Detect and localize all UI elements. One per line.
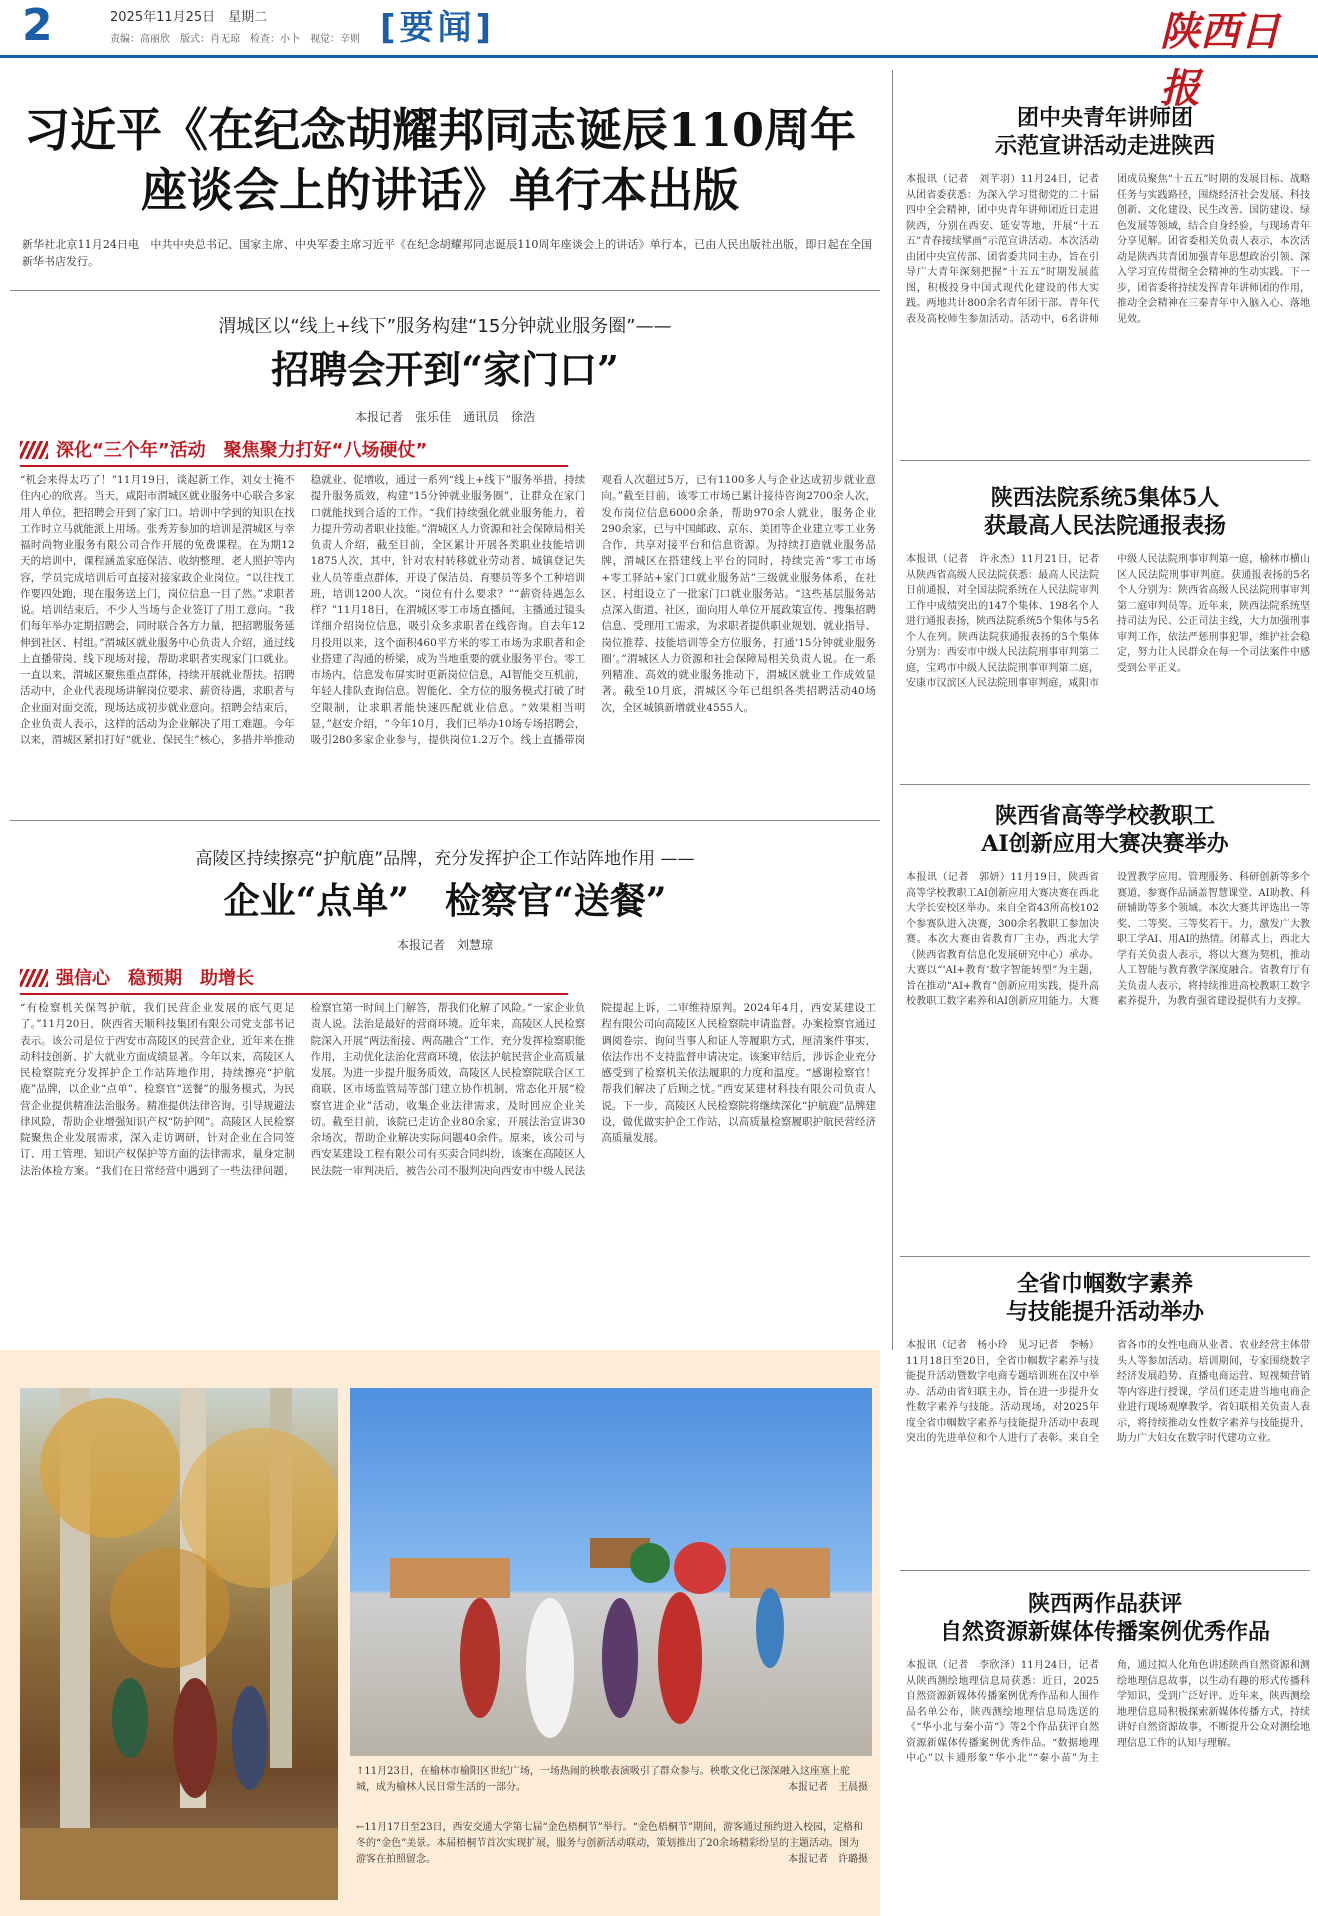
subhead-stripe-icon <box>20 441 48 459</box>
jobs-subhead-text: 深化“三个年”活动 聚焦聚力打好“八场硬仗” <box>56 440 428 461</box>
divider <box>900 1570 1310 1571</box>
divider <box>900 1256 1310 1257</box>
jobs-headline: 招聘会开到“家门口” <box>271 347 619 392</box>
jobs-byline: 本报记者 张乐佳 通讯员 徐浩 <box>354 410 535 424</box>
jobs-article-body: “机会来得太巧了！”11月19日，谈起新工作，刘女士掩不住内心的欣喜。当天，咸阳市渭城区就业服务中心联合多家用人单位，把招聘会开到了家门口。培训中学到的知识在找工作时立马就能派上用场。张秀芳参加的培训是渭城区与幸福时尚物业服务有限公司合作开展的免费课程。在为期12天的培训中，课程涵盖家庭保洁、收纳整理、老人照护等内容，学员完成培训后可直接对接家政企业岗位。“以往找工作要四处跑，现在服务送上门，岗位信息一目了然。”求职者说。培训结束后，不少人当场与企业签订了用工意向。“我们每年举办定期招聘会，同时联合各方力量，把招聘服务延伸到社区、村组。”渭城区就业服务中心负责人介绍，通过线上直播带岗、线下现场对接，帮助求职者实现家门口就业。一直以来，渭城区聚焦重点群体，持续开展就业帮扶。招聘活动中，企业代表现场讲解岗位要求、薪资待遇，求职者与企业面对面交流，现场达成初步就业意向。招聘会结束后，企业负责人表示，这样的活动为企业解决了用工难题。今年以来，渭城区紧扣打好“就业、保民生”核心，多措并举推动稳就业、促增收，通过一系列“线上+线下”服务举措，持续提升服务质效，构建“15分钟就业服务圈”，让群众在家门口就能找到合适的工作。“我们持续强化就业服务能力，着力提升劳动者职业技能。”渭城区人力资源和社会保障局相关负责人介绍，截至目前，全区累计开展各类职业技能培训1875人次，其中，针对农村转移就业劳动者、城镇登记失业人员等重点群体，开设了保洁员、育婴员等多个工种培训班，培训1200人次。“岗位有什么要求？”“薪资待遇怎么样？”11月18日，在渭城区零工市场直播间，主播通过镜头详细介绍岗位信息，吸引众多求职者在线咨询。自去年12月投用以来，这个面积460平方米的零工市场为求职者和企业搭建了沟通的桥梁，成为当地重要的就业服务平台。零工市场内，信息发布屏实时更新岗位信息，AI智能交互机前，年轻人排队查询信息。智能化、全方位的服务模式打破了时空限制，让求职者能快速匹配就业信息。“效果相当明显，”赵安介绍，“今年10月，我们已举办10场专场招聘会，吸引280多家企业参与，提供岗位1.2万个。线上直播带岗观看人次超过5万，已有1100多人与企业达成初步就业意向。”截至目前，该零工市场已累计接待咨询2700余人次，发布岗位信息6000余条，帮助970余人就业，服务企业290余家，已与中国邮政、京东、美团等企业建立零工业务合作，共享对接平台和信息资源。为持续打造就业服务品牌，渭城区在搭建线上平台的同时，持续完善“零工市场+零工驿站+家门口就业服务站”三级就业服务体系，在社区、村组设立了一批家门口就业服务站。“这些基层服务站点深入街道、社区，面向用人单位开展政策宣传、搜集招聘信息、受理用工需求，为求职者提供职业规划、就业指导、岗位推荐、技能培训等全方位服务，打通‘15分钟就业服务圈’。”渭城区人力资源和社会保障局相关负责人说。在一系列精准、高效的就业服务推动下，渭城区就业工作成效显著。截至10月底，渭城区今年已组织各类招聘活动40场次，全区城镇新增就业4555人。 <box>20 474 876 747</box>
ai-contest-article-body: 本报讯（记者 郭妍）11月19日，陕西省高等学校教职工AI创新应用大赛决赛在西北大学长安校区举办。来自全省43所高校102个参赛队进入决赛，300余名教职工参加决赛。本次大赛由省教育厂主办，西北大学（陕西省教育信息化发展研究中心）承办。大赛以“‘AI+教育’数字智能转型”为主题，旨在推动“AI+教育”创新应用实践，提升高校教职工数字素养和AI创新应用能力。大赛设置教学应用、管理服务、科研创新等多个赛道，参赛作品涵盖智慧课堂、AI助教、科研辅助等多个领域。本次大赛共评选出一等奖、二等奖、三等奖若干。力，激发广大教职工学AI、用AI的热情。闭幕式上，西北大学有关负责人表示，将以大赛为契机，推动人工智能与教育教学深度融合。省教育厅有关负责人表示，将持续推进高校教职工数字素养提升，为教育强省建设提供有力支撑。 <box>906 872 1310 1007</box>
lecture-headline-line1: 团中央青年讲师团 <box>1016 105 1193 131</box>
yangko-photo-credit: 本报记者 王晨摄 <box>788 1782 868 1793</box>
divider <box>900 460 1310 461</box>
tree-trunk-illustration <box>20 1388 338 1900</box>
page-number: 2 <box>22 0 53 51</box>
lecture-article-body: 本报讯（记者 刘芊羽）11月24日，记者从团省委获悉：为深入学习贯彻党的二十届四中全会精神，团中央青年讲师团近日走进陕西，分别在西安、延安等地，开展“十五五”青春接续擘画”示范宣讲活动。本次活动由团中央宣传部、团省委共同主办，旨在引导广大青年深刻把握“十五五”时期发展蓝图，积极投身中国式现代化建设的伟大实践。两地共计800余名青年团干部、青年代表及高校师生参加活动。活动中，6名讲师团成员聚焦“十五五”时期的发展目标、战略任务与实践路径，围绕经济社会发展、科技创新、文化建设、民生改善、国防建设、绿色发展等领域，结合自身经验，与现场青年分享见解。团省委相关负责人表示，本次活动是陕西共青团加强青年思想政治引领、深入学习宣传贯彻全会精神的生动实践。下一步，团省委将持续发挥青年讲师团的作用，推动全会精神在三秦青年中入脑入心、落地见效。 <box>906 174 1310 325</box>
lecture-headline-line2: 示范宣讲活动走进陕西 <box>994 133 1215 159</box>
courts-article-body: 本报讯（记者 许永杰）11月21日，记者从陕西省高级人民法院获悉：最高人民法院日前通报，对全国法院系统在人民法院审判工作中成绩突出的147个集体、198名个人进行通报表扬，陕西法院系统5个集体与5名个人在列。陕西法院获通报表扬的5个集体分别为：西安市中级人民法院刑事审判第二庭，宝鸡市中级人民法院刑事审判第二庭，安康市汉滨区人民法院刑事审判庭，咸阳市中级人民法院刑事审判第一庭，榆林市横山区人民法院刑事审判庭。获通报表扬的5名个人分别为：陕西省高级人民法院刑事审判第二庭审判员等。近年来，陕西法院系统坚持司法为民、公正司法主线，大力加强刑事审判工作，依法严惩刑事犯罪，维护社会稳定，努力让人民群众在每一个司法案件中感受到公平正义。 <box>906 554 1310 689</box>
header-rule <box>0 55 1318 58</box>
lead-article-body: 新华社北京11月24日电 中共中央总书记、国家主席、中央军委主席习近平《在纪念胡耀邦同志诞辰110周年座谈会上的讲话》单行本，已由人民出版社出版，即日起在全国新华书店发行。 <box>22 238 872 269</box>
courts-headline-line2: 获最高人民法院通报表扬 <box>983 513 1226 539</box>
subhead-underline <box>20 465 568 467</box>
nature-headline-line1: 陕西两作品获评 <box>1027 1591 1182 1617</box>
staff-credits: 责编：高丽欣 版式：肖无琼 检查：小卜 视觉：辛则 <box>110 34 360 45</box>
square-dancers-illustration <box>350 1388 872 1756</box>
lead-headline-line2: 座谈会上的讲话》单行本出版 <box>141 163 739 217</box>
column-divider <box>892 70 893 1350</box>
ginkgo-photo-caption <box>356 1820 868 1868</box>
ai-contest-headline-line1: 陕西省高等学校教职工 <box>994 803 1215 829</box>
court-headline: 企业“点单” 检察官“送餐” <box>223 880 667 922</box>
subhead-underline <box>20 993 568 995</box>
subhead-stripe-icon <box>20 969 48 987</box>
court-subhead-text: 强信心 稳预期 助增长 <box>56 968 254 989</box>
digital-headline-line2: 与技能提升活动举办 <box>1005 1299 1204 1325</box>
issue-date: 2025年11月25日 星期二 <box>110 10 268 25</box>
ginkgo-festival-photo <box>20 1388 338 1900</box>
divider <box>10 820 880 821</box>
ai-contest-headline-line2: AI创新应用大赛决赛举办 <box>981 831 1229 857</box>
nature-article-body: 本报讯（记者 李欣泽）11月24日，记者从陕西测绘地理信息局获悉：近日，2025自然资源新媒体传播案例优秀作品和人围作品名单公布，陕西测绘地理信息局选送的《“华小北与秦小苗”》等2个作品获评自然资源新媒体传播案例优秀作品。“数据地理中心”以卡通形象“华小北”“秦小苗”为主角，通过拟人化角色讲述陕西自然资源和测绘地理信息故事，以生动有趣的形式传播科学知识，受到广泛好评。近年来，陕西测绘地理信息局积极探索新媒体传播方式，持续讲好自然资源故事，不断提升公众对测绘地理信息工作的认知与理解。 <box>906 1660 1310 1764</box>
jobs-subhead <box>20 438 568 464</box>
newspaper-masthead: 陕西日报 <box>1160 8 1280 112</box>
yangko-caption-text: ↑11月23日，在榆林市榆阳区世纪广场，一场热闹的秧歌表演吸引了群众参与。秧歌文化已深深融入这座塞上驼城，成为榆林人民日常生活的一部分。 <box>356 1766 850 1793</box>
lead-headline-line1: 习近平《在纪念胡耀邦同志诞辰110周年 <box>23 103 857 157</box>
yangko-dance-photo <box>350 1388 872 1756</box>
court-kicker: 高陵区持续擦亮“护航鹿”品牌，充分发挥护企工作站阵地作用 —— <box>195 849 695 869</box>
section-label: [要闻] <box>380 8 496 48</box>
court-byline: 本报记者 刘慧琼 <box>396 938 493 952</box>
ginkgo-caption-text: ←11月17日至23日，西安交通大学第七届“金色梧桐节”举行。“金色梧桐节”期间，游客通过预约进入校园，定格和冬的“金色”美景。本届梧桐节首次实现扩展，服务与创新活动联动，策划推出了20余场精彩纷呈的主题活动。图为游客在拍照留念。 <box>356 1822 864 1865</box>
ginkgo-photo-credit: 本报记者 许璐摄 <box>788 1854 868 1865</box>
court-subhead <box>20 966 568 992</box>
digital-headline-line1: 全省巾帼数字素养 <box>1016 1271 1193 1297</box>
digital-article-body: 本报讯（记者 杨小玲 见习记者 李畅）11月18日至20日，全省巾帼数字素养与技能提升活动暨数字电商专题培训班在汉中举办。活动由省妇联主办，旨在进一步提升女性数字素养与技能。活动现场，对2025年度全省巾帼数字素养与技能提升活动中表现突出的先进单位和个人进行了表彰。来自全省各市的女性电商从业者、农业经营主体带头人等参加活动。培训期间，专家围绕数字经济发展趋势、直播电商运营、短视频营销等内容进行授课，学员们还走进当地电商企业进行现场观摩教学。省妇联相关负责人表示，将持续推动女性数字素养与技能提升，助力广大妇女在数字时代建功立业。 <box>906 1340 1310 1444</box>
jobs-kicker: 渭城区以“线上+线下”服务构建“15分钟就业服务圈”—— <box>218 316 672 337</box>
courts-headline-line1: 陕西法院系统5集体5人 <box>990 485 1220 511</box>
court-article-body: “有检察机关保驾护航，我们民营企业发展的底气更足了。”11月20日，陕西省天顺科技集团有限公司党支部书记表示。该公司是位于西安市高陵区的民营企业，近年来在推动科技创新、扩大就业方面成绩显著。今年以来，高陵区人民检察院充分发挥护企工作站阵地作用，持续擦亮“护航鹿”品牌，以企业“点单”、检察官“送餐”的服务模式，为民营企业提供精准法治服务。精准提供法律咨询，引导规避法律风险，帮助企业增强知识产权“防护网”。高陵区人民检察院聚焦企业发展需求，深入走访调研，针对企业在合同签订、用工管理、知识产权保护等方面的法律需求，量身定制法治体检方案。“我们在日常经营中遇到了一些法律问题，检察官第一时间上门解答，帮我们化解了风险。”一家企业负责人说。法治是最好的营商环境。近年来，高陵区人民检察院深入开展“两法衔接、两高融合”工作，充分发挥检察职能作用，主动优化法治化营商环境，依法护航民营企业高质量发展。为进一步提升服务质效，高陵区人民检察院联合区工商联、区市场监管局等部门建立协作机制，常态化开展“检察官进企业”活动，收集企业法律需求，及时回应企业关切。截至目前，该院已走访企业80余家，开展法治宣讲30余场次，帮助企业解决实际问题40余件。原来，该公司与西安某建设工程有限公司有买卖合同纠纷，该案在高陵区人民法院一审判决后，被告公司不服判决向西安市中级人民法院提起上诉，二审维持原判。2024年4月，西安某建设工程有限公司向高陵区人民检察院申请监督。办案检察官通过调阅卷宗、询问当事人和证人等履职方式，厘清案件事实，依法作出不支持监督申请决定。该案审结后，涉诉企业充分感受到了检察机关依法履职的力度和温度。“感谢检察官！帮我们解决了后顾之忧。”西安某建材科技有限公司负责人说。下一步，高陵区人民检察院将继续深化“护航鹿”品牌建设，做优做实护企工作站，以高质量检察履职护航民营经济高质量发展。 <box>20 1002 876 1177</box>
yangko-photo-caption <box>356 1764 868 1796</box>
page-header <box>0 0 1318 112</box>
divider <box>900 784 1310 785</box>
nature-headline-line2: 自然资源新媒体传播案例优秀作品 <box>939 1619 1270 1645</box>
divider <box>10 290 880 291</box>
